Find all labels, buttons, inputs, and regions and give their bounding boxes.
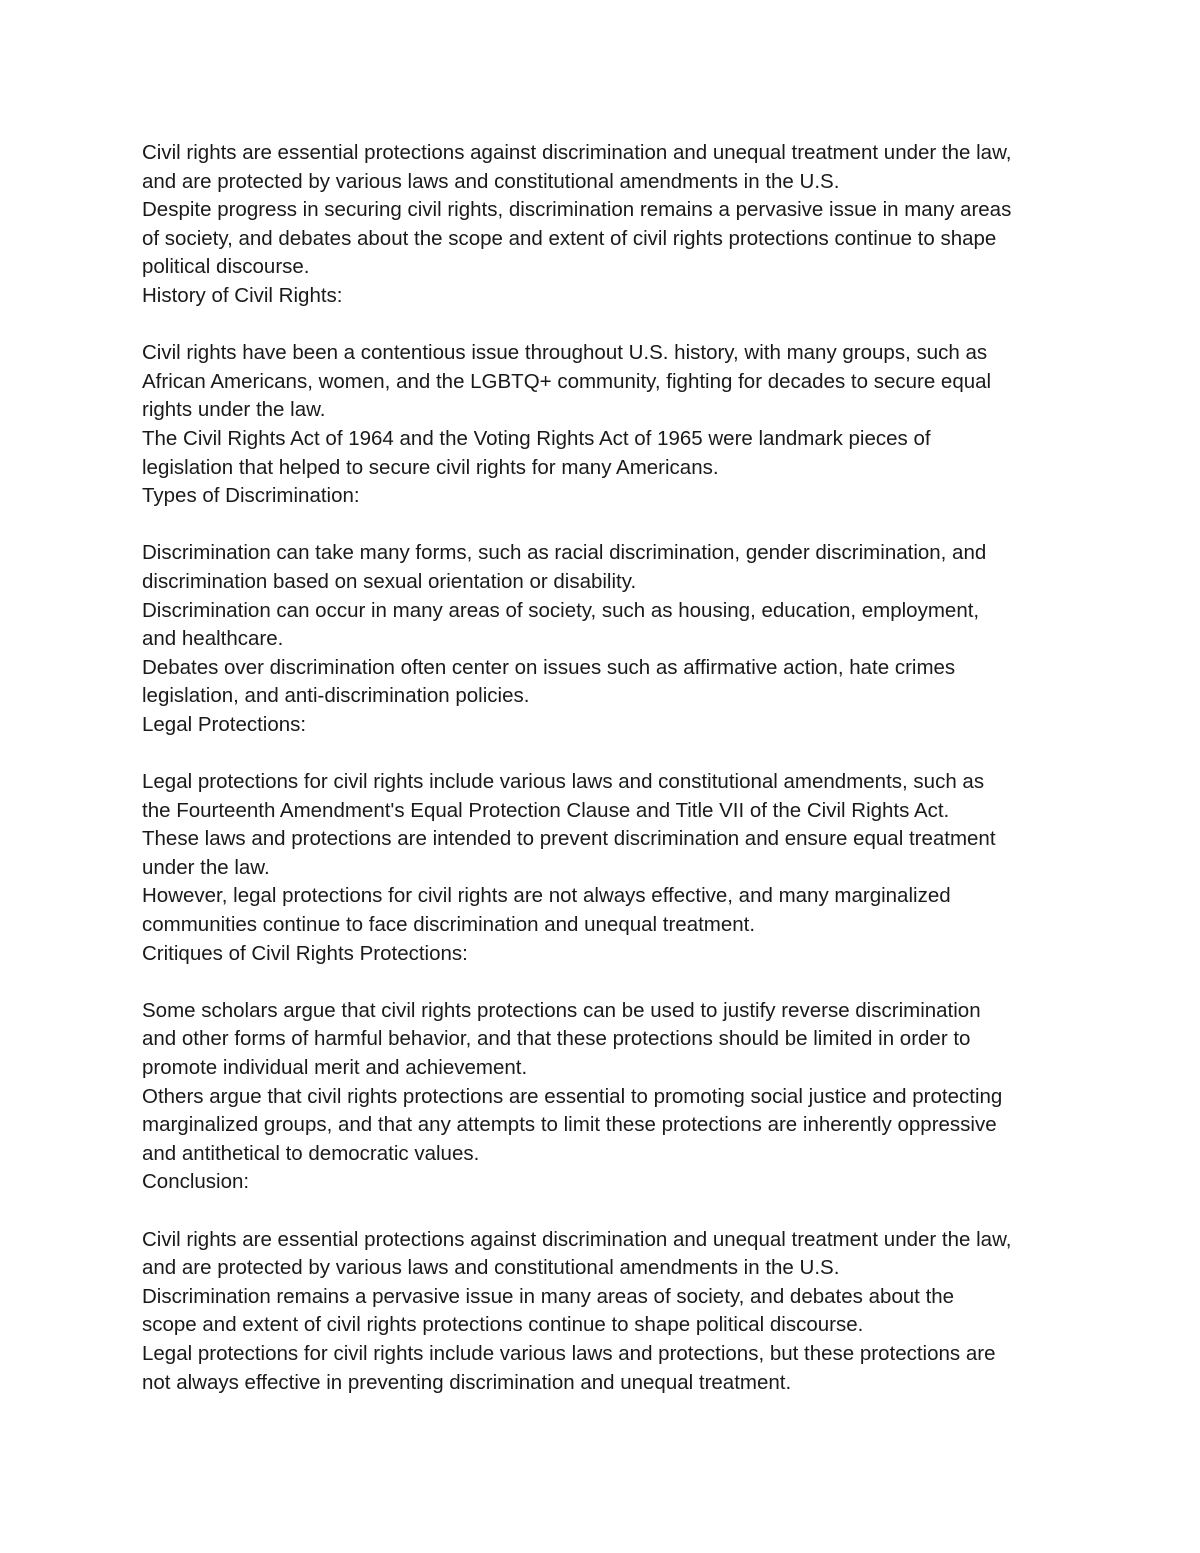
- blank-line: [142, 311, 1082, 340]
- text-line: Discrimination remains a pervasive issue in many areas of society, and debates about the: [142, 1284, 955, 1308]
- text-line: Debates over discrimination often center on issues such as affirmative action, hate crimes: [142, 655, 956, 679]
- text-line: Despite progress in securing civil rights, discrimination remains a pervasive issue in many areas: [142, 198, 1012, 222]
- document-body: [142, 139, 1082, 1397]
- text-line: not always effective in preventing discrimination and unequal treatment.: [142, 1370, 792, 1394]
- text-line: political discourse.: [142, 255, 310, 279]
- text-line: and are protected by various laws and constitutional amendments in the U.S.: [142, 1256, 840, 1280]
- section-heading-history: History of Civil Rights:: [142, 283, 343, 307]
- text-line: African Americans, women, and the LGBTQ+ community, fighting for decades to secure equal: [142, 369, 992, 393]
- text-line: Civil rights are essential protections against discrimination and unequal treatment under the law,: [142, 1227, 1012, 1251]
- text-line: and healthcare.: [142, 627, 284, 651]
- text-line: However, legal protections for civil rights are not always effective, and many marginalized: [142, 884, 951, 908]
- text-line: Civil rights are essential protections against discrimination and unequal treatment under the law,: [142, 141, 1012, 164]
- text-line: These laws and protections are intended to prevent discrimination and ensure equal treatment: [142, 827, 996, 851]
- text-line: and other forms of harmful behavior, and that these protections should be limited in order to: [142, 1027, 971, 1051]
- text-line: rights under the law.: [142, 398, 326, 422]
- text-line: the Fourteenth Amendment's Equal Protection Clause and Title VII of the Civil Rights Act.: [142, 798, 950, 822]
- text-line: Discrimination can take many forms, such as racial discrimination, gender discrimination, and: [142, 541, 987, 565]
- text-line: The Civil Rights Act of 1964 and the Voting Rights Act of 1965 were landmark pieces of: [142, 426, 931, 450]
- text-line: legislation, and anti-discrimination policies.: [142, 684, 530, 708]
- text-line: of society, and debates about the scope and extent of civil rights protections continue to shape: [142, 226, 997, 250]
- text-line: Others argue that civil rights protections are essential to promoting social justice and protecting: [142, 1084, 1003, 1108]
- text-line: and are protected by various laws and constitutional amendments in the U.S.: [142, 169, 840, 193]
- blank-line: [142, 739, 1082, 768]
- text-line: Some scholars argue that civil rights protections can be used to justify reverse discrimination: [142, 998, 981, 1022]
- blank-line: [142, 968, 1082, 997]
- text-line: and antithetical to democratic values.: [142, 1141, 480, 1165]
- blank-line: [142, 511, 1082, 540]
- text-line: Legal protections for civil rights include various laws and protections, but these protections are: [142, 1341, 996, 1365]
- section-heading-legal: Legal Protections:: [142, 712, 307, 736]
- section-heading-types: Types of Discrimination:: [142, 484, 360, 508]
- text-line: legislation that helped to secure civil rights for many Americans.: [142, 455, 719, 479]
- text-line: discrimination based on sexual orientation or disability.: [142, 569, 637, 593]
- text-line: communities continue to face discrimination and unequal treatment.: [142, 913, 756, 937]
- section-heading-critiques: Critiques of Civil Rights Protections:: [142, 941, 468, 965]
- text-line: Discrimination can occur in many areas of society, such as housing, education, employment,: [142, 598, 980, 622]
- section-heading-conclusion: Conclusion:: [142, 1170, 250, 1194]
- text-line: Legal protections for civil rights include various laws and constitutional amendments, such as: [142, 770, 985, 794]
- text-line: promote individual merit and achievement.: [142, 1056, 528, 1079]
- text-line: under the law.: [142, 855, 270, 879]
- text-line: marginalized groups, and that any attempts to limit these protections are inherently oppressive: [142, 1113, 997, 1137]
- blank-line: [142, 1197, 1082, 1226]
- text-line: Civil rights have been a contentious issue throughout U.S. history, with many groups, such as: [142, 341, 988, 365]
- text-line: scope and extent of civil rights protections continue to shape political discourse.: [142, 1313, 864, 1337]
